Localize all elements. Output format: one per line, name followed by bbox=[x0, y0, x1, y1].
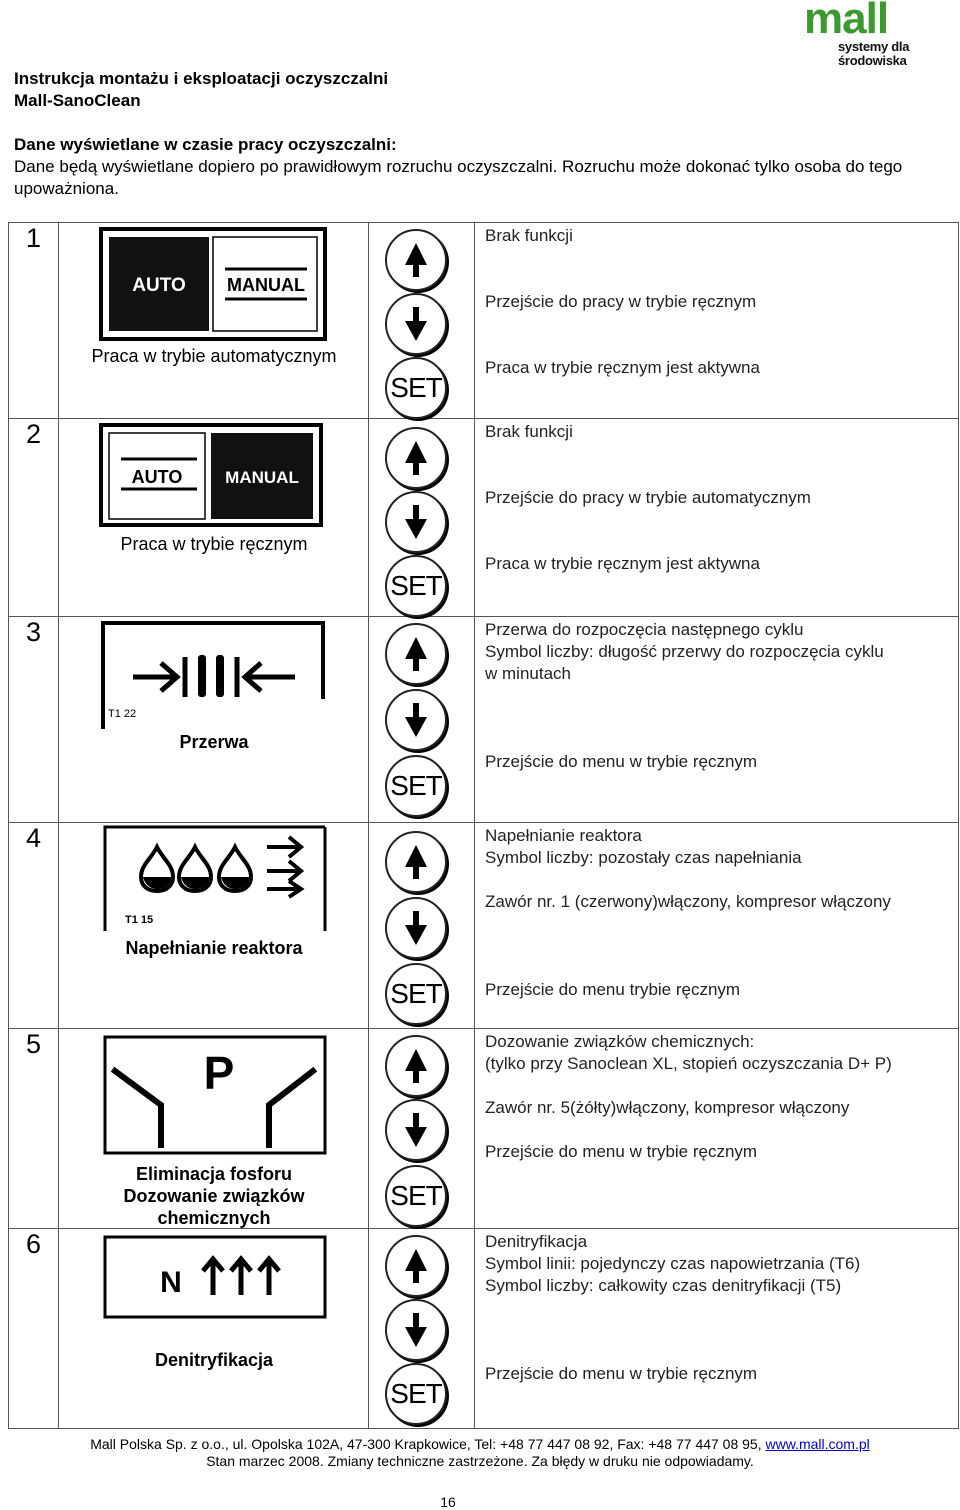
display-label: Napełnianie reaktora bbox=[125, 938, 303, 958]
table-row bbox=[9, 1029, 959, 1229]
desc-line: Dozowanie związków chemicznych: bbox=[485, 1032, 755, 1051]
desc-line: (tylko przy Sanoclean XL, stopień oczyszczania D+ P) bbox=[485, 1054, 892, 1073]
title-line-1: Instrukcja montażu i eksploatacji oczyszczalni bbox=[14, 69, 389, 88]
arrow-up-icon bbox=[387, 625, 445, 683]
display-label-line2: Dozowanie związków bbox=[123, 1186, 305, 1206]
denitrification-display-icon bbox=[103, 1235, 329, 1319]
pause-display-icon bbox=[99, 621, 329, 731]
desc-line: Napełnianie reaktora bbox=[485, 826, 642, 845]
down-button[interactable] bbox=[385, 897, 447, 959]
desc-line: Denitryfikacja bbox=[485, 1232, 588, 1251]
table-row bbox=[9, 823, 959, 1029]
display-cell bbox=[59, 1029, 369, 1229]
arrow-up-icon bbox=[387, 1037, 445, 1095]
row-number: 3 bbox=[9, 617, 59, 823]
display-label: Praca w trybie ręcznym bbox=[120, 534, 308, 554]
auto-label: AUTO bbox=[132, 275, 186, 296]
up-button[interactable] bbox=[385, 229, 447, 291]
arrow-up-icon bbox=[387, 1237, 445, 1295]
set-label: SET bbox=[390, 570, 442, 601]
desc-line: Przejście do pracy w trybie automatycznym bbox=[485, 488, 811, 507]
buttons-cell bbox=[369, 419, 475, 617]
arrow-up-icon bbox=[387, 833, 445, 891]
auto-label: AUTO bbox=[131, 467, 183, 487]
set-label: SET bbox=[390, 1378, 442, 1409]
desc-line: Przerwa do rozpoczęcia następnego cyklu bbox=[485, 620, 804, 639]
arrow-down-icon bbox=[387, 899, 445, 957]
manual-label: MANUAL bbox=[225, 468, 299, 487]
display-cell bbox=[59, 1229, 369, 1429]
set-button[interactable] bbox=[385, 1363, 447, 1425]
down-button[interactable] bbox=[385, 293, 447, 355]
row-number: 6 bbox=[9, 1229, 59, 1429]
desc-line: Zawór nr. 1 (czerwony)włączony, kompresor włączony bbox=[485, 892, 891, 911]
up-button[interactable] bbox=[385, 427, 447, 489]
auto-manual-display-icon bbox=[99, 227, 329, 343]
desc-line: Zawór nr. 5(żółty)włączony, kompresor włączony bbox=[485, 1098, 850, 1117]
display-cell bbox=[59, 223, 369, 419]
table-row bbox=[9, 1229, 959, 1429]
document-title bbox=[14, 68, 388, 112]
page-number: 16 bbox=[440, 1494, 456, 1510]
row-number: 1 bbox=[9, 223, 59, 419]
desc-line: Brak funkcji bbox=[485, 226, 573, 245]
desc-line: Przejście do menu trybie ręcznym bbox=[485, 980, 741, 999]
logo-tagline bbox=[838, 40, 909, 68]
set-label: SET bbox=[390, 770, 442, 801]
display-cell bbox=[59, 823, 369, 1029]
arrow-down-icon bbox=[387, 493, 445, 551]
desc-line: Symbol liczby: całkowity czas denitryfikacji (T5) bbox=[485, 1276, 842, 1295]
arrow-down-icon bbox=[387, 1101, 445, 1159]
description-cell bbox=[475, 419, 959, 617]
set-label: SET bbox=[390, 372, 442, 403]
title-line-2: Mall-SanoClean bbox=[14, 91, 141, 110]
buttons-cell bbox=[369, 617, 475, 823]
set-button[interactable] bbox=[385, 963, 447, 1025]
row-number: 4 bbox=[9, 823, 59, 1029]
desc-line: Praca w trybie ręcznym jest aktywna bbox=[485, 358, 760, 377]
footer-line-2: Stan marzec 2008. Zmiany techniczne zastrzeżone. Za błędy w druku nie odpowiadamy. bbox=[206, 1453, 754, 1469]
auto-manual-display-icon bbox=[99, 423, 329, 529]
description-cell bbox=[475, 617, 959, 823]
down-button[interactable] bbox=[385, 689, 447, 751]
manual-label: MANUAL bbox=[227, 275, 305, 295]
set-button[interactable] bbox=[385, 357, 447, 419]
desc-line: Przejście do menu w trybie ręcznym bbox=[485, 1142, 758, 1161]
display-cell bbox=[59, 617, 369, 823]
buttons-cell bbox=[369, 1229, 475, 1429]
display-label: Praca w trybie automatycznym bbox=[91, 346, 337, 366]
set-label: SET bbox=[390, 1180, 442, 1211]
set-button[interactable] bbox=[385, 755, 447, 817]
filling-display-icon bbox=[99, 825, 339, 937]
down-button[interactable] bbox=[385, 491, 447, 553]
arrow-up-icon bbox=[387, 231, 445, 289]
footer-address: Mall Polska Sp. z o.o., ul. Opolska 102A, 47-300 Krapkowice, Tel: +48 77 447 08 92, Fax: +48 77 447 08 95, bbox=[90, 1436, 762, 1452]
arrow-up-icon bbox=[387, 429, 445, 487]
description-cell bbox=[475, 823, 959, 1029]
logo-tagline-2: środowiska bbox=[838, 53, 907, 68]
description-cell bbox=[475, 223, 959, 419]
phosphorus-display-icon bbox=[103, 1035, 329, 1155]
buttons-cell bbox=[369, 823, 475, 1029]
up-button[interactable] bbox=[385, 623, 447, 685]
footer-website-link[interactable]: www.mall.com.pl bbox=[765, 1436, 870, 1452]
display-label-line3: chemicznych bbox=[157, 1208, 271, 1228]
desc-line: Przejście do menu w trybie ręcznym bbox=[485, 752, 758, 771]
desc-line: Symbol liczby: pozostały czas napełniania bbox=[485, 848, 802, 867]
arrow-down-icon bbox=[387, 1301, 445, 1359]
row-number: 2 bbox=[9, 419, 59, 617]
row-number: 5 bbox=[9, 1029, 59, 1229]
up-button[interactable] bbox=[385, 1235, 447, 1297]
up-button[interactable] bbox=[385, 831, 447, 893]
nitrogen-letter: N bbox=[160, 1266, 182, 1299]
buttons-cell bbox=[369, 223, 475, 419]
intro-section bbox=[14, 134, 949, 200]
display-label: Denitryfikacja bbox=[154, 1350, 274, 1370]
desc-line: w minutach bbox=[485, 664, 571, 683]
display-label-line1: Eliminacja fosforu bbox=[135, 1164, 293, 1184]
display-label: Przerwa bbox=[179, 732, 249, 752]
arrow-down-icon bbox=[387, 691, 445, 749]
desc-line: Symbol liczby: długość przerwy do rozpoczęcia cyklu bbox=[485, 642, 884, 661]
display-cell bbox=[59, 419, 369, 617]
logo-tagline-1: systemy dla bbox=[838, 39, 910, 54]
mall-logo bbox=[800, 0, 950, 70]
timer-code: T1 15 bbox=[125, 914, 154, 926]
desc-line: Przejście do pracy w trybie ręcznym bbox=[485, 292, 757, 311]
down-button[interactable] bbox=[385, 1099, 447, 1161]
table-row bbox=[9, 419, 959, 617]
intro-heading: Dane wyświetlane w czasie pracy oczyszczalni: bbox=[14, 135, 397, 154]
set-button[interactable] bbox=[385, 555, 447, 617]
arrow-down-icon bbox=[387, 295, 445, 353]
up-button[interactable] bbox=[385, 1035, 447, 1097]
footer-line-1 bbox=[0, 1436, 960, 1453]
desc-line: Przejście do menu w trybie ręcznym bbox=[485, 1364, 758, 1383]
phosphorus-letter: P bbox=[203, 1047, 235, 1099]
desc-line: Brak funkcji bbox=[485, 422, 573, 441]
buttons-cell bbox=[369, 1029, 475, 1229]
intro-text: Dane będą wyświetlane dopiero po prawidłowym rozruchu oczyszczalni. Rozruchu może dokonać tylko osoba do tego upoważniona. bbox=[14, 157, 903, 198]
down-button[interactable] bbox=[385, 1299, 447, 1361]
display-table bbox=[8, 222, 959, 1429]
description-cell bbox=[475, 1229, 959, 1429]
table-row bbox=[9, 617, 959, 823]
page-footer bbox=[0, 1436, 960, 1470]
table-row bbox=[9, 223, 959, 419]
logo-brand: mall bbox=[804, 0, 889, 43]
desc-line: Praca w trybie ręcznym jest aktywna bbox=[485, 554, 760, 573]
description-cell bbox=[475, 1029, 959, 1229]
desc-line: Symbol linii: pojedynczy czas napowietrzania (T6) bbox=[485, 1254, 861, 1273]
set-label: SET bbox=[390, 978, 442, 1009]
timer-code: T1 22 bbox=[108, 708, 137, 720]
set-button[interactable] bbox=[385, 1165, 447, 1227]
